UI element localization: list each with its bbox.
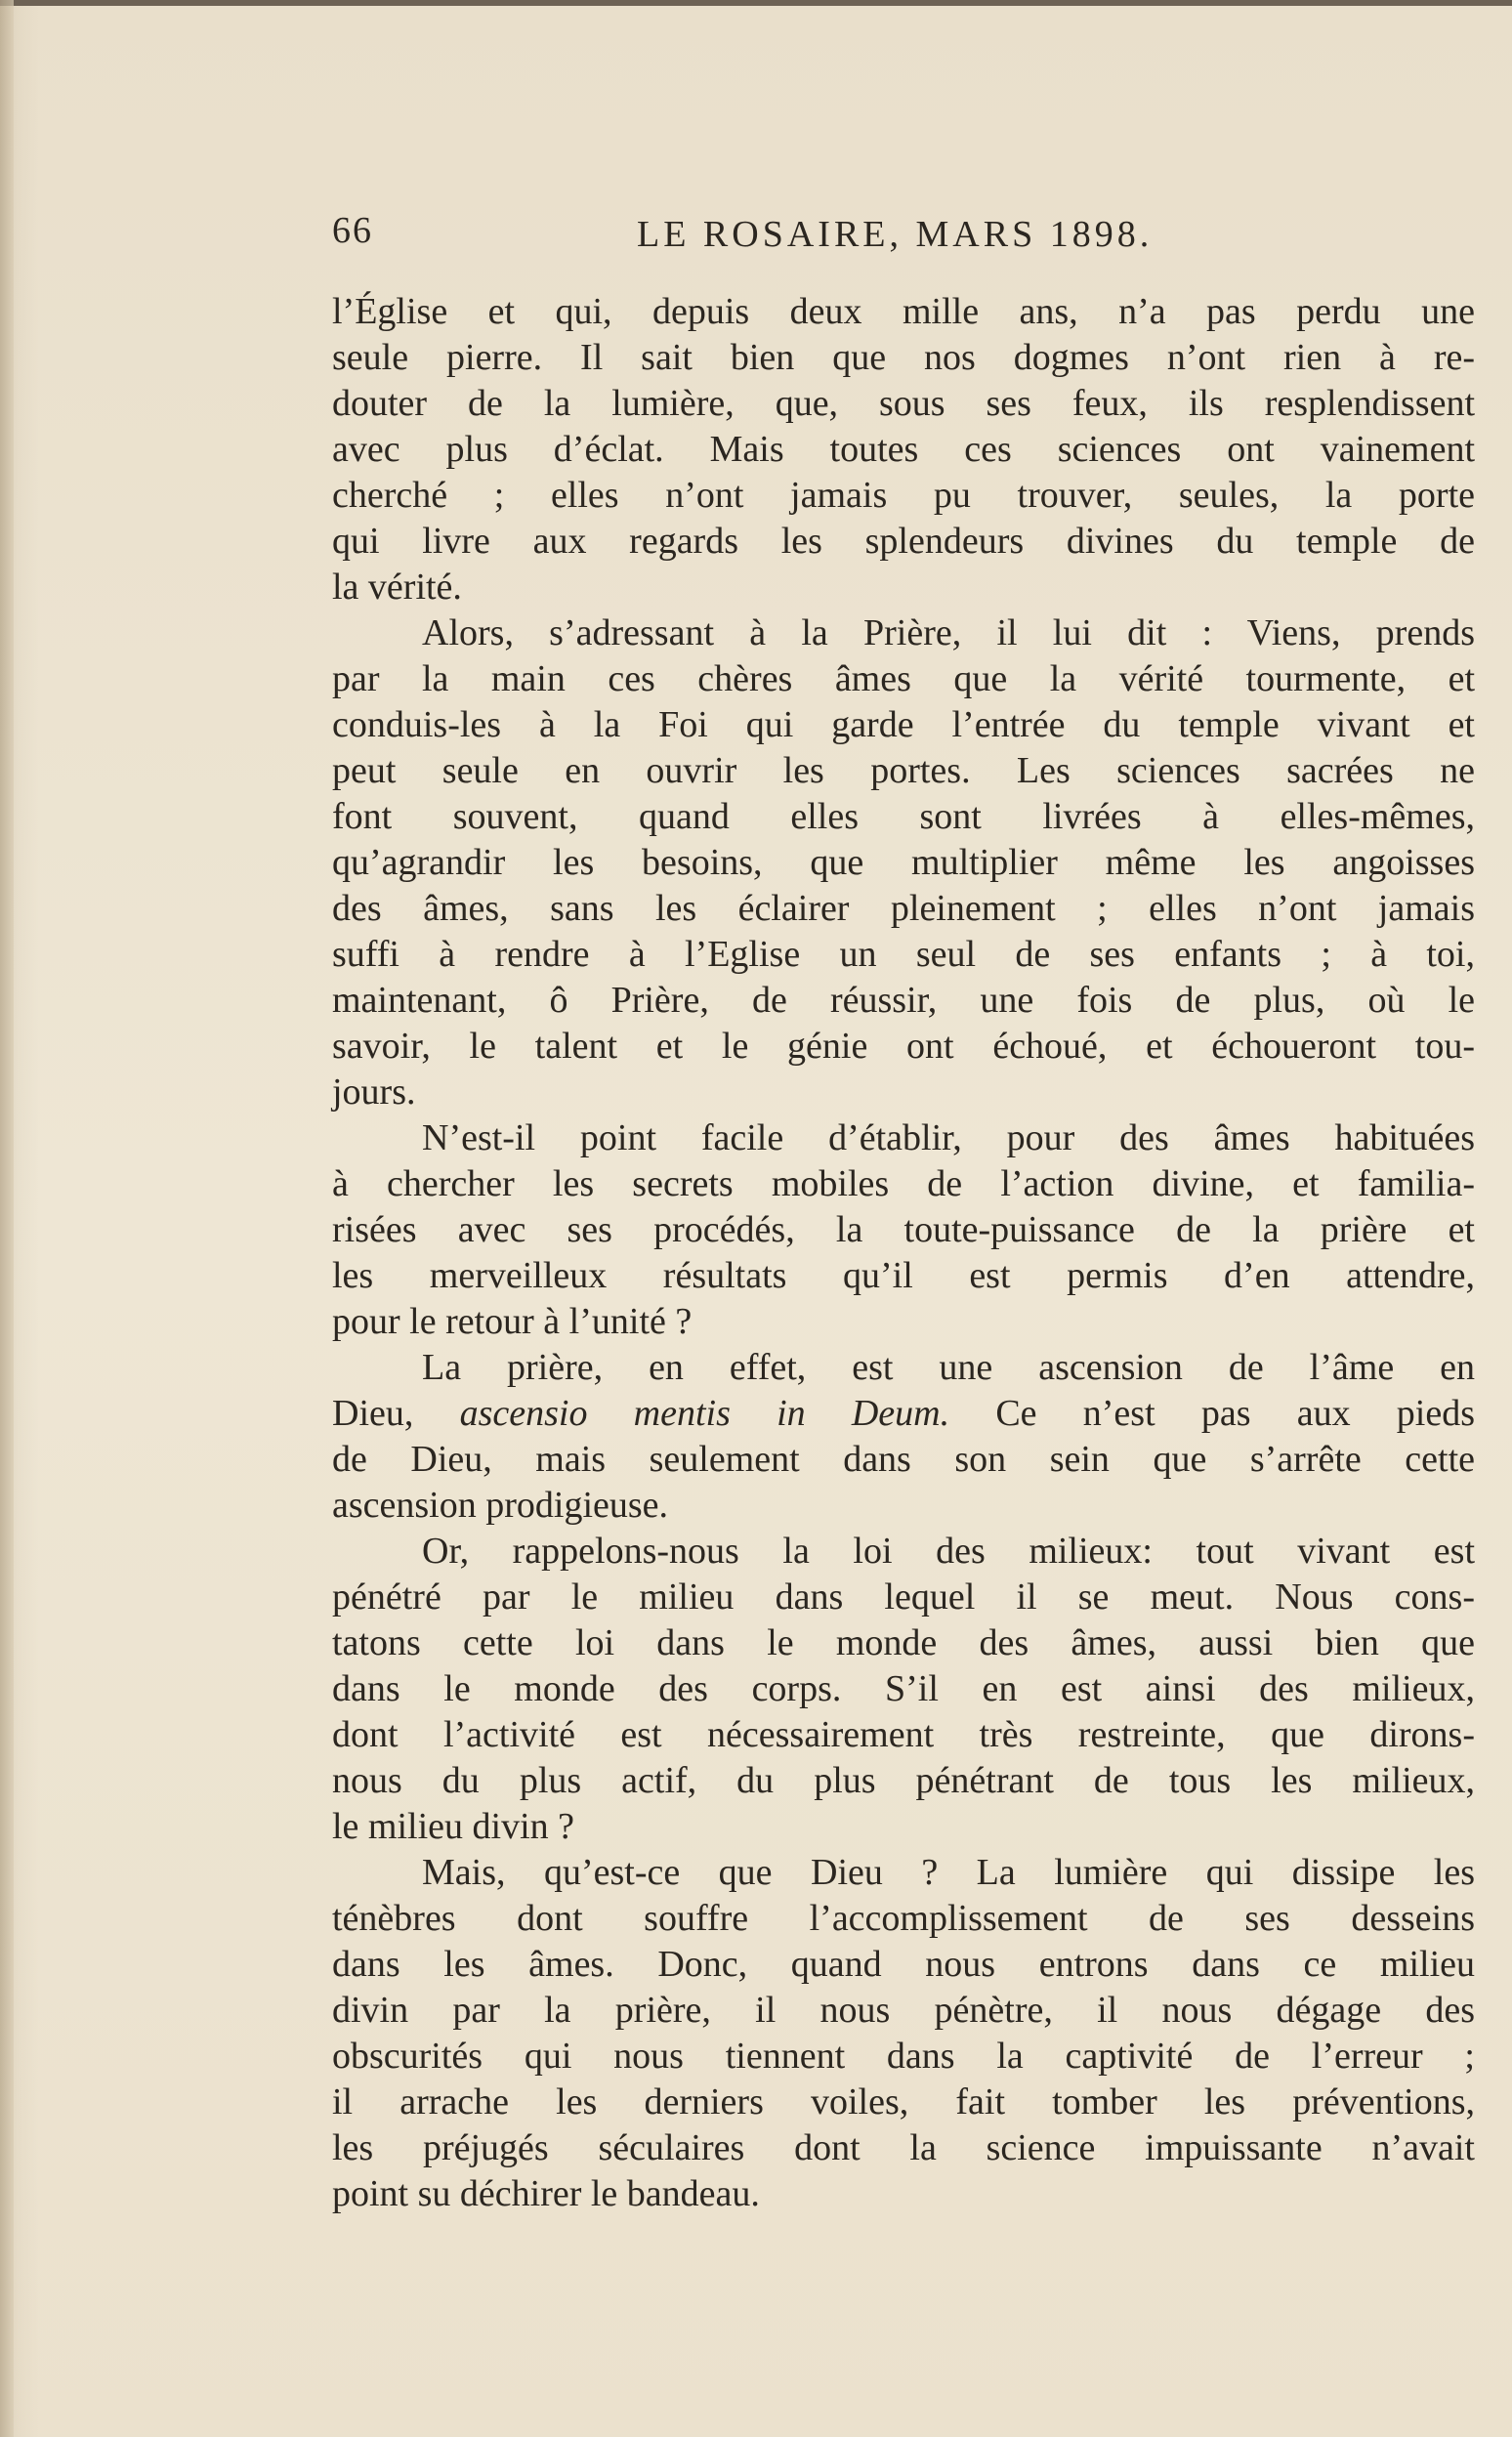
text-line: ténèbres dont souffre l’accomplissement de ses desseins: [332, 1898, 1475, 1939]
text-line: pénétré par le milieu dans lequel il se meut. Nous cons-: [332, 1576, 1475, 1618]
top-edge-rule: [0, 0, 1512, 6]
text-line: douter de la lumière, que, sous ses feux, ils resplendissent: [332, 383, 1475, 424]
text-line: N’est-il point facile d’établir, pour des âmes habituées: [422, 1117, 1475, 1158]
text-line: le milieu divin ?: [332, 1806, 575, 1847]
page-header: [332, 205, 1485, 264]
text-line: avec plus d’éclat. Mais toutes ces sciences ont vainement: [332, 429, 1475, 470]
text-line-with-latin: [332, 1391, 1475, 1437]
text-line: des âmes, sans les éclairer pleinement ; elles n’ont jamais: [332, 888, 1475, 929]
text-line: dans le monde des corps. S’il en est ainsi des milieux,: [332, 1668, 1475, 1709]
text-line: jours.: [332, 1071, 416, 1113]
text-line: Mais, qu’est-ce que Dieu ? La lumière qui dissipe les: [422, 1852, 1475, 1893]
text-line: seule pierre. Il sait bien que nos dogmes n’ont rien à re-: [332, 337, 1475, 378]
body-text: [332, 289, 1475, 2217]
text-line: ascension prodigieuse.: [332, 1485, 669, 1526]
text-line: la vérité.: [332, 567, 462, 608]
text-line: nous du plus actif, du plus pénétrant de tous les milieux,: [332, 1760, 1475, 1801]
text-line: à chercher les secrets mobiles de l’action divine, et familia-: [332, 1163, 1475, 1204]
running-title: LE ROSAIRE, MARS 1898.: [637, 214, 1154, 255]
text-line: maintenant, ô Prière, de réussir, une fois de plus, où le: [332, 980, 1475, 1021]
text-line: les préjugés séculaires dont la science impuissante n’avait: [332, 2127, 1475, 2168]
text-line: Alors, s’adressant à la Prière, il lui dit : Viens, prends: [422, 612, 1475, 653]
text-line: risées avec ses procédés, la toute-puissance de la prière et: [332, 1209, 1475, 1250]
text-line: conduis-les à la Foi qui garde l’entrée du temple vivant et: [332, 704, 1475, 745]
text-line: divin par la prière, il nous pénètre, il nous dégage des: [332, 1990, 1475, 2031]
text-line: de Dieu, mais seulement dans son sein que s’arrête cette: [332, 1439, 1475, 1480]
text-line: peut seule en ouvrir les portes. Les sciences sacrées ne: [332, 750, 1475, 791]
text-segment: Ce n’est pas aux pieds: [949, 1393, 1476, 1434]
text-segment: Dieu,: [332, 1393, 460, 1434]
text-line: qui livre aux regards les splendeurs divines du temple de: [332, 521, 1475, 562]
text-line: La prière, en effet, est une ascension de l’âme en: [422, 1347, 1475, 1388]
text-line: les merveilleux résultats qu’il est permis d’en attendre,: [332, 1255, 1475, 1296]
text-line: Or, rappelons-nous la loi des milieux: tout vivant est: [422, 1531, 1475, 1572]
page-gutter-edge: [0, 0, 14, 2437]
text-line: point su déchirer le bandeau.: [332, 2173, 760, 2214]
text-line: qu’agrandir les besoins, que multiplier même les angoisses: [332, 842, 1475, 883]
page-number: 66: [332, 210, 373, 251]
text-line: l’Église et qui, depuis deux mille ans, n’a pas perdu une: [332, 291, 1475, 332]
text-line: suffi à rendre à l’Eglise un seul de ses enfants ; à toi,: [332, 934, 1475, 975]
latin-quotation: ascensio mentis in Deum.: [459, 1393, 950, 1434]
text-line: pour le retour à l’unité ?: [332, 1301, 693, 1342]
text-line: dans les âmes. Donc, quand nous entrons dans ce milieu: [332, 1944, 1475, 1985]
text-line: savoir, le talent et le génie ont échoué, et échoueront tou-: [332, 1026, 1475, 1067]
text-line: dont l’activité est nécessairement très restreinte, que dirons-: [332, 1714, 1475, 1755]
text-line: tatons cette loi dans le monde des âmes, aussi bien que: [332, 1622, 1475, 1663]
text-line: cherché ; elles n’ont jamais pu trouver, seules, la porte: [332, 475, 1475, 516]
text-line: par la main ces chères âmes que la vérité tourmente, et: [332, 658, 1475, 699]
text-line: font souvent, quand elles sont livrées à elles-mêmes,: [332, 796, 1475, 837]
text-line: il arrache les derniers voiles, fait tomber les préventions,: [332, 2081, 1475, 2122]
text-line: obscurités qui nous tiennent dans la captivité de l’erreur ;: [332, 2036, 1475, 2077]
